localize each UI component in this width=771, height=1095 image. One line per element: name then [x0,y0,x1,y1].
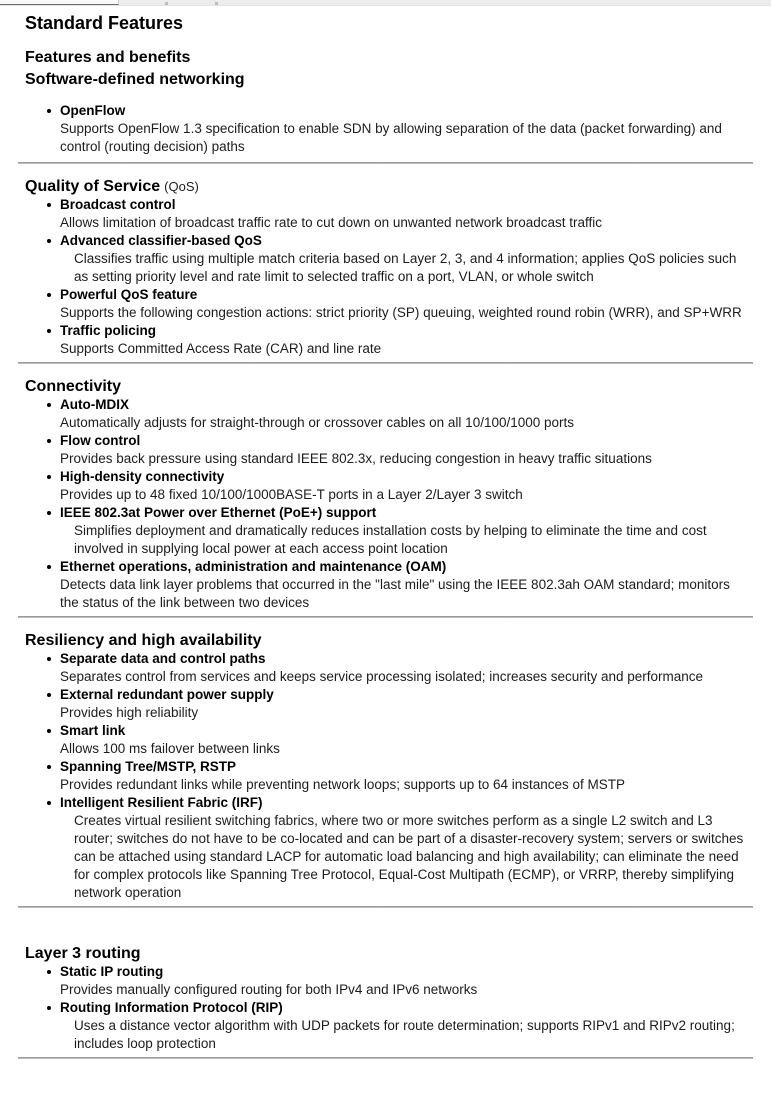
feature-desc: Automatically adjusts for straight-through or crossover cables on all 10/100/1000 ports [60,415,575,430]
section-heading: Quality of Service (QoS) [25,178,199,195]
bullet-icon [47,203,51,207]
feature-list [25,963,749,1053]
feature-item [25,468,749,504]
section-divider [18,362,753,364]
feature-list [25,396,749,612]
section-divider [18,616,753,618]
feature-desc: Allows 100 ms failover between links [60,741,280,756]
section-resiliency [25,631,749,902]
feature-list [25,650,749,902]
feature-item [25,794,749,902]
feature-desc: Provides back pressure using standard IEEE 802.3x, reducing congestion in heavy traffic situations [60,451,652,466]
feature-desc: Uses a distance vector algorithm with UDP packets for route determination; supports RIPv1 and RIPv2 routing; includes loop protection [74,1018,735,1051]
features-and-benefits-heading: Features and benefits [25,49,191,66]
bullet-icon [47,693,51,697]
section-heading: Layer 3 routing [25,945,141,962]
feature-desc: Detects data link layer problems that occurred in the "last mile" using the IEEE 802.3ah OAM standard; monitors the status of the link between two devices [60,577,730,610]
feature-title: Traffic policing [25,322,749,340]
feature-item [25,999,749,1053]
section-divider [18,906,753,908]
bullet-icon [47,475,51,479]
feature-title: Smart link [25,722,749,740]
section-heading: Software-defined networking [25,71,245,88]
feature-item [25,504,749,558]
feature-item [25,102,749,156]
bullet-icon [47,1006,51,1010]
feature-item [25,196,749,232]
bullet-icon [47,657,51,661]
feature-title: Flow control [25,432,749,450]
feature-title: Broadcast control [25,196,749,214]
tab-text-fragment [165,2,168,5]
bullet-icon [47,511,51,515]
section-divider [18,162,753,164]
feature-item [25,758,749,794]
section-heading: Connectivity [25,378,122,395]
feature-desc: Supports OpenFlow 1.3 specification to enable SDN by allowing separation of the data (packet forwarding) and control (routing decision) paths [60,121,722,154]
feature-title: Separate data and control paths [25,650,749,668]
feature-title: Static IP routing [25,963,749,981]
tab-strip-remnant [0,0,771,6]
feature-desc: Supports the following congestion actions: strict priority (SP) queuing, weighted round robin (WRR), and SP+WRR [60,305,742,320]
bullet-icon [47,765,51,769]
feature-desc: Allows limitation of broadcast traffic rate to cut down on unwanted network broadcast traffic [60,215,603,230]
bullet-icon [47,239,51,243]
page-title: Standard Features [25,13,184,33]
feature-title: OpenFlow [25,102,749,120]
feature-list [25,102,749,156]
document-content [0,11,771,1059]
feature-title: Ethernet operations, administration and maintenance (OAM) [25,558,749,576]
bullet-icon [47,293,51,297]
feature-item [25,232,749,286]
feature-title: External redundant power supply [25,686,749,704]
feature-title: IEEE 802.3at Power over Ethernet (PoE+) support [25,504,749,522]
bullet-icon [47,801,51,805]
section-divider [18,1057,753,1059]
feature-title: High-density connectivity [25,468,749,486]
bullet-icon [47,439,51,443]
feature-title: Intelligent Resilient Fabric (IRF) [25,794,749,812]
feature-item [25,722,749,758]
feature-desc: Provides redundant links while preventing network loops; supports up to 64 instances of MSTP [60,777,626,792]
section-quality-of-service [25,177,749,358]
feature-title: Auto-MDIX [25,396,749,414]
feature-item [25,650,749,686]
feature-title: Spanning Tree/MSTP, RSTP [25,758,749,776]
feature-title: Powerful QoS feature [25,286,749,304]
feature-item [25,286,749,322]
tab-text-fragment [215,2,218,5]
feature-title: Advanced classifier-based QoS [25,232,749,250]
bullet-icon [47,729,51,733]
feature-item [25,396,749,432]
bullet-icon [47,403,51,407]
active-tab-remnant[interactable] [0,0,119,5]
feature-item [25,686,749,722]
bullet-icon [47,970,51,974]
heading-suffix: (QoS) [164,179,199,194]
section-connectivity [25,377,749,612]
feature-title: Routing Information Protocol (RIP) [25,999,749,1017]
feature-item [25,322,749,358]
feature-item [25,963,749,999]
feature-item [25,432,749,468]
feature-list [25,196,749,358]
feature-desc: Provides high reliability [60,705,199,720]
feature-desc: Classifies traffic using multiple match criteria based on Layer 2, 3, and 4 information; applies QoS policies such as setting priority level and rate limit to selected traffic on a port, VLAN, or whole switch [74,251,737,284]
feature-desc: Simplifies deployment and dramatically reduces installation costs by helping to eliminate the time and cost involved in supplying local power at each access point location [74,523,707,556]
section-software-defined-networking [25,70,749,156]
bullet-icon [47,329,51,333]
feature-desc: Separates control from services and keeps service processing isolated; increases security and performance [60,669,704,684]
feature-desc: Supports Committed Access Rate (CAR) and line rate [60,341,382,356]
feature-item [25,558,749,612]
bullet-icon [47,109,51,113]
feature-desc: Creates virtual resilient switching fabrics, where two or more switches perform as a single L2 switch and L3 router; switches do not have to be co-located and can be part of a disaster-recovery system; servers or switches can be attached using standard LACP for automatic load balancing and high availability; can eliminate the need for complex protocols like Spanning Tree Protocol, Equal-Cost Multipath (ECMP), or VRRP, thereby simplifying network operation [74,813,744,900]
bullet-icon [47,565,51,569]
section-layer3-routing [25,944,749,1053]
section-heading: Resiliency and high availability [25,632,262,649]
feature-desc: Provides manually configured routing for both IPv4 and IPv6 networks [60,982,478,997]
feature-desc: Provides up to 48 fixed 10/100/1000BASE-T ports in a Layer 2/Layer 3 switch [60,487,523,502]
